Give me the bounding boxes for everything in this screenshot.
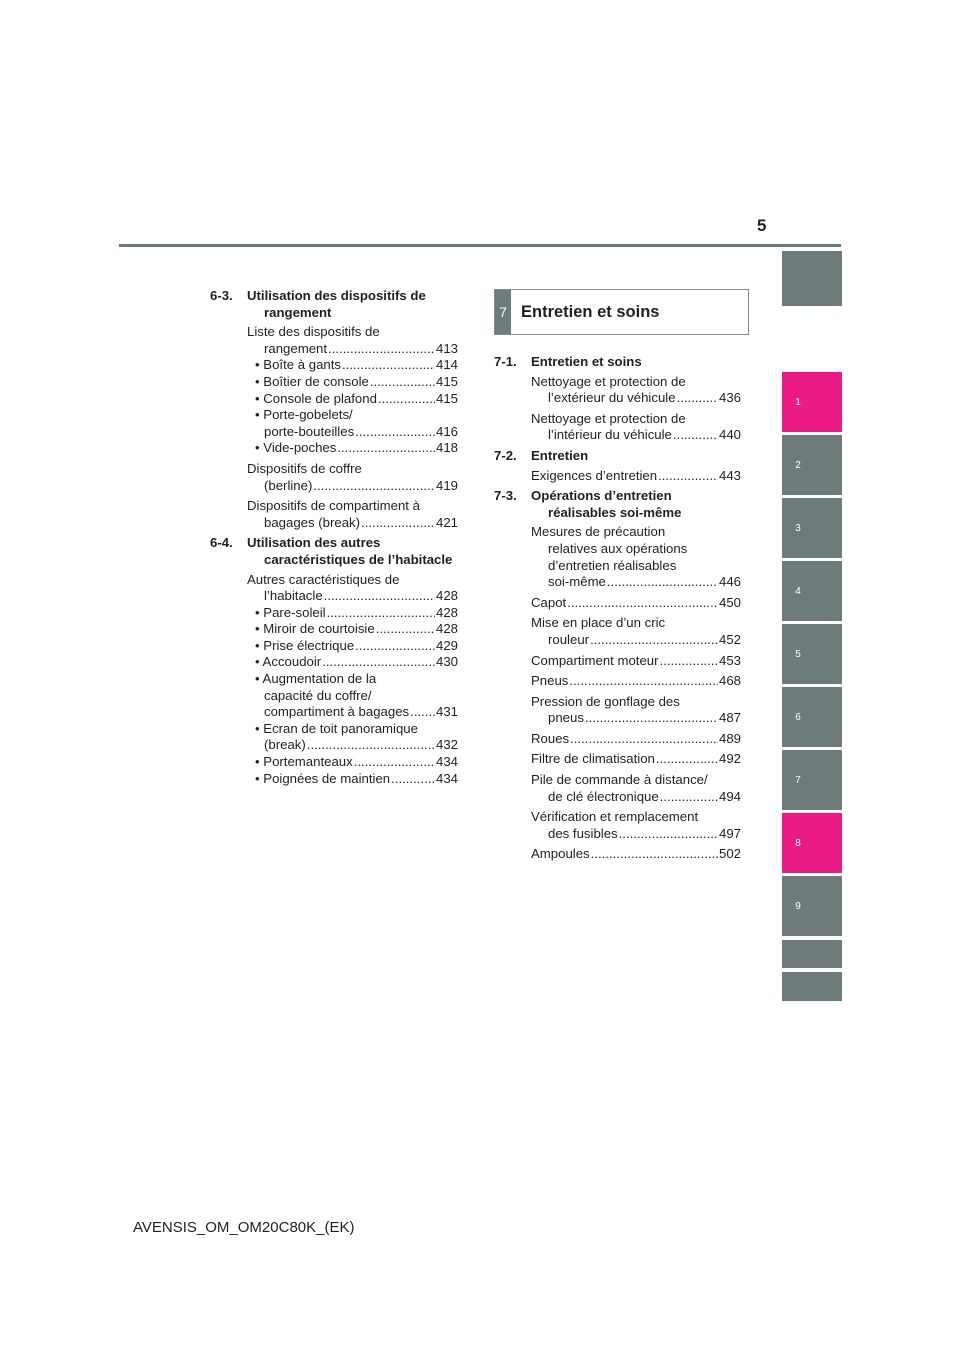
toc-sub-entry[interactable] xyxy=(210,605,458,622)
toc-entry[interactable] xyxy=(494,846,741,863)
entry-line xyxy=(531,751,741,768)
entry-line xyxy=(548,427,741,444)
page-ref[interactable]: 492 xyxy=(718,751,741,767)
entry-text: Exigences d’entretien xyxy=(531,467,658,483)
toc-right-column xyxy=(494,354,741,867)
entry-line xyxy=(255,374,458,391)
section-title[interactable]: Opérations d’entretien réalisables soi-même xyxy=(531,488,682,520)
section-heading xyxy=(210,535,458,568)
leader-dots xyxy=(619,826,718,843)
entry-text: Vérification et remplacement xyxy=(531,809,699,825)
entry-line xyxy=(264,341,458,358)
entry-text: • Poignées de maintien xyxy=(255,770,391,786)
chapter-tab-6[interactable] xyxy=(782,687,842,747)
toc-entry[interactable] xyxy=(210,572,458,605)
page-ref[interactable]: 428 xyxy=(435,621,458,637)
toc-entry[interactable] xyxy=(210,461,458,494)
entry-line xyxy=(531,731,741,748)
entry-line xyxy=(531,694,741,711)
entry-line xyxy=(264,588,458,605)
entry-text: l’habitacle xyxy=(264,588,323,604)
chapter-tab-blank[interactable] xyxy=(782,940,842,968)
toc-sub-entry[interactable] xyxy=(210,357,458,374)
page-ref[interactable]: 434 xyxy=(435,770,458,786)
toc-sub-entry[interactable] xyxy=(210,754,458,771)
entry-line xyxy=(531,809,741,826)
chapter-tab-5[interactable] xyxy=(782,624,842,684)
header-rule xyxy=(119,244,841,247)
entry-text: Autres caractéristiques de xyxy=(247,571,400,587)
section-number: 6-3. xyxy=(210,288,233,303)
page-ref[interactable]: 431 xyxy=(435,704,458,720)
toc-sub-entry[interactable] xyxy=(210,374,458,391)
entry-text: • Pare-soleil xyxy=(255,604,326,620)
page-ref[interactable]: 468 xyxy=(718,673,741,689)
page-ref[interactable]: 418 xyxy=(435,440,458,456)
entry-text: (berline) xyxy=(264,477,313,493)
entry-text: soi-même xyxy=(548,574,606,590)
page-number: 5 xyxy=(757,216,767,235)
toc-sub-entry[interactable] xyxy=(210,654,458,671)
section-title[interactable]: Entretien xyxy=(531,447,589,463)
entry-line xyxy=(255,605,458,622)
entry-text: Liste des dispositifs de xyxy=(247,324,380,340)
chapter-tab-number: 9 xyxy=(795,900,801,912)
entry-text: Dispositifs de compartiment à xyxy=(247,498,420,514)
leader-dots xyxy=(585,710,718,727)
leader-dots xyxy=(324,588,435,605)
leader-dots xyxy=(660,653,718,670)
entry-line xyxy=(255,357,458,374)
entry-line xyxy=(255,621,458,638)
page-ref[interactable]: 450 xyxy=(718,594,741,610)
page-ref[interactable]: 429 xyxy=(435,637,458,653)
toc-entry[interactable] xyxy=(210,324,458,357)
section-heading xyxy=(210,288,458,321)
entry-text: de clé électronique xyxy=(548,788,659,804)
leader-dots xyxy=(322,654,435,671)
entry-text: Roues xyxy=(531,730,570,746)
entry-text: l’intérieur du véhicule xyxy=(548,427,672,443)
page-ref[interactable]: 415 xyxy=(435,390,458,406)
entry-line xyxy=(255,771,458,788)
chapter-tab-number: 5 xyxy=(795,648,801,660)
entry-line xyxy=(264,515,458,532)
toc-entry[interactable] xyxy=(494,673,741,690)
section-title[interactable]: Entretien et soins xyxy=(531,354,642,369)
section-number: 7-1. xyxy=(494,354,517,369)
entry-text: bagages (break) xyxy=(264,514,361,530)
page-ref[interactable]: 497 xyxy=(718,825,741,841)
entry-text: • Ecran de toit panoramique xyxy=(255,720,418,736)
entry-line xyxy=(531,468,741,485)
entry-line xyxy=(255,721,458,738)
leader-dots xyxy=(590,632,718,649)
chapter-tab-number: 3 xyxy=(795,522,801,534)
leader-dots xyxy=(361,515,435,532)
chapter-tab-2[interactable] xyxy=(782,435,842,495)
entry-text: • Vide-poches xyxy=(255,440,337,456)
page-ref[interactable]: 415 xyxy=(435,373,458,389)
page-ref[interactable]: 494 xyxy=(718,788,741,804)
toc-entry[interactable] xyxy=(210,498,458,531)
entry-text: Nettoyage et protection de xyxy=(531,373,686,389)
leader-dots xyxy=(328,341,435,358)
toc-sub-entry[interactable] xyxy=(210,671,458,721)
entry-line xyxy=(255,440,458,457)
entry-line xyxy=(548,632,741,649)
entry-line xyxy=(247,498,458,515)
entry-text: relatives aux opérations xyxy=(548,540,688,556)
entry-text: Filtre de climatisation xyxy=(531,751,655,767)
leader-dots xyxy=(673,427,718,444)
toc-sub-entry[interactable] xyxy=(210,771,458,788)
entry-text: • Prise électrique xyxy=(255,637,355,653)
chapter-heading-box xyxy=(494,289,749,335)
leader-dots xyxy=(591,846,718,863)
entry-line xyxy=(531,595,741,612)
entry-text: • Porte-gobelets/ xyxy=(255,407,353,423)
chapter-tab-4[interactable] xyxy=(782,561,842,621)
section-number: 7-2. xyxy=(494,447,517,463)
section-title[interactable]: Utilisation des dispositifs de rangement xyxy=(247,288,426,320)
entry-text: • Accoudoir xyxy=(255,654,322,670)
entry-text: Pile de commande à distance/ xyxy=(531,772,708,788)
leader-dots xyxy=(660,789,718,806)
entry-line xyxy=(548,574,741,591)
entry-line xyxy=(548,390,741,407)
page-ref[interactable]: 443 xyxy=(718,467,741,483)
toc-entry[interactable] xyxy=(494,731,741,748)
section-number: 6-4. xyxy=(210,535,233,551)
page-ref[interactable]: 487 xyxy=(718,710,741,726)
entry-line xyxy=(255,638,458,655)
leader-dots xyxy=(354,754,435,771)
entry-line xyxy=(531,524,741,541)
section-heading xyxy=(494,488,741,521)
entry-line xyxy=(264,737,458,754)
entry-line xyxy=(548,558,741,575)
toc-sub-entry[interactable] xyxy=(210,721,458,754)
entry-line xyxy=(264,424,458,441)
leader-dots xyxy=(355,638,435,655)
entry-text: capacité du coffre/ xyxy=(264,687,372,703)
page-ref[interactable]: 419 xyxy=(435,477,458,493)
entry-text: l’extérieur du véhicule xyxy=(548,390,676,406)
page-ref[interactable]: 446 xyxy=(718,574,741,590)
entry-text: • Augmentation de la xyxy=(255,671,377,687)
toc-entry[interactable] xyxy=(494,524,741,590)
entry-line xyxy=(264,478,458,495)
entry-line xyxy=(255,407,458,424)
entry-text: Dispositifs de coffre xyxy=(247,460,362,476)
chapter-tab-8[interactable] xyxy=(782,813,842,873)
page-ref[interactable]: 452 xyxy=(718,631,741,647)
entry-text: • Boîtier de console xyxy=(255,373,369,389)
leader-dots xyxy=(355,424,435,441)
chapter-tab-blank[interactable] xyxy=(782,251,842,306)
entry-text: Compartiment moteur xyxy=(531,652,659,668)
sub-entries xyxy=(210,605,458,788)
page-ref[interactable]: 428 xyxy=(435,604,458,620)
leader-dots xyxy=(337,440,435,457)
page-ref[interactable]: 430 xyxy=(435,654,458,670)
chapter-tab-9[interactable] xyxy=(782,876,842,936)
entry-text: d’entretien réalisables xyxy=(548,557,677,573)
toc-entry[interactable] xyxy=(494,411,741,444)
leader-dots xyxy=(342,357,435,374)
entry-line xyxy=(531,615,741,632)
toc-entry[interactable] xyxy=(494,653,741,670)
entry-text: rouleur xyxy=(548,631,590,647)
chapter-title: Entretien et soins xyxy=(521,302,660,321)
entry-line xyxy=(247,324,458,341)
entry-text: (break) xyxy=(264,737,306,753)
entry-line xyxy=(548,826,741,843)
toc-entry[interactable] xyxy=(494,694,741,727)
chapter-tab-number: 1 xyxy=(795,396,801,408)
leader-dots xyxy=(569,673,718,690)
entry-line xyxy=(247,572,458,589)
chapter-tab-number: 7 xyxy=(795,774,801,786)
leader-dots xyxy=(370,374,435,391)
toc-sub-entry[interactable] xyxy=(210,440,458,457)
chapter-tab-3[interactable] xyxy=(782,498,842,558)
page-ref[interactable]: 440 xyxy=(718,427,741,443)
footer-code: AVENSIS_OM_OM20C80K_(EK) xyxy=(133,1219,355,1236)
page-ref[interactable]: 416 xyxy=(435,423,458,439)
leader-dots xyxy=(410,704,435,721)
entry-text: • Console de plafond xyxy=(255,390,377,406)
leader-dots xyxy=(327,605,435,622)
section-heading xyxy=(494,448,741,465)
leader-dots xyxy=(658,468,718,485)
toc-entry[interactable] xyxy=(494,772,741,805)
chapter-tab-7[interactable] xyxy=(782,750,842,810)
toc-left-column xyxy=(210,288,458,791)
entry-line xyxy=(548,789,741,806)
entry-line xyxy=(264,704,458,721)
page-ref[interactable]: 436 xyxy=(718,390,741,406)
entry-text: porte-bouteilles xyxy=(264,423,355,439)
leader-dots xyxy=(677,390,718,407)
toc-entry[interactable] xyxy=(494,751,741,768)
toc-entry[interactable] xyxy=(494,374,741,407)
toc-entry[interactable] xyxy=(494,809,741,842)
entry-line xyxy=(264,688,458,705)
leader-dots xyxy=(607,574,718,591)
entry-text: rangement xyxy=(264,340,328,356)
entry-line xyxy=(255,754,458,771)
entry-line xyxy=(531,846,741,863)
leader-dots xyxy=(656,751,718,768)
entry-text: Pression de gonflage des xyxy=(531,693,680,709)
entry-text: Mise en place d’un cric xyxy=(531,615,666,631)
toc-sub-entry[interactable] xyxy=(210,638,458,655)
entry-text: • Boîte à gants xyxy=(255,357,341,373)
chapter-tab-number: 8 xyxy=(795,837,801,849)
page-ref[interactable]: 432 xyxy=(435,737,458,753)
entry-line xyxy=(531,772,741,789)
page-ref[interactable]: 413 xyxy=(435,340,458,356)
chapter-tab-number: 4 xyxy=(795,585,801,597)
chapter-tab-1[interactable] xyxy=(782,372,842,432)
entry-text: Nettoyage et protection de xyxy=(531,410,686,426)
entry-line xyxy=(531,673,741,690)
page-ref[interactable]: 421 xyxy=(435,514,458,530)
entry-text: • Miroir de courtoisie xyxy=(255,621,375,637)
entry-text: des fusibles xyxy=(548,825,618,841)
section-heading xyxy=(494,354,741,371)
entry-text: • Portemanteaux xyxy=(255,754,353,770)
entry-text: Capot xyxy=(531,594,567,610)
entry-line xyxy=(548,710,741,727)
leader-dots xyxy=(570,731,718,748)
chapter-tab-number: 6 xyxy=(795,711,801,723)
chapter-tab-blank[interactable] xyxy=(782,972,842,1001)
toc-entry[interactable] xyxy=(494,615,741,648)
entry-line xyxy=(531,411,741,428)
toc-sub-entry[interactable] xyxy=(210,407,458,440)
toc-entry[interactable] xyxy=(494,595,741,612)
leader-dots xyxy=(391,771,435,788)
page-ref[interactable]: 428 xyxy=(435,588,458,604)
toc-entry[interactable] xyxy=(494,468,741,485)
section-title[interactable]: Utilisation des autres caractéristiques de l’habitacle xyxy=(247,535,453,567)
entry-text: Ampoules xyxy=(531,846,590,862)
section-number: 7-3. xyxy=(494,488,517,504)
leader-dots xyxy=(313,478,435,495)
chapter-tab-number: 2 xyxy=(795,459,801,471)
entry-line xyxy=(255,391,458,408)
entry-line xyxy=(548,541,741,558)
page-ref[interactable]: 489 xyxy=(718,730,741,746)
entry-text: pneus xyxy=(548,710,584,726)
entry-text: Mesures de précaution xyxy=(531,524,666,540)
entry-line xyxy=(531,653,741,670)
leader-dots xyxy=(567,595,718,612)
page-ref[interactable]: 434 xyxy=(435,754,458,770)
entry-text: Pneus xyxy=(531,673,569,689)
leader-dots xyxy=(378,391,435,408)
leader-dots xyxy=(307,737,435,754)
entry-line xyxy=(247,461,458,478)
page-ref[interactable]: 453 xyxy=(718,652,741,668)
toc-sub-entry[interactable] xyxy=(210,621,458,638)
chapter-number-badge: 7 xyxy=(495,290,511,334)
page-ref[interactable]: 502 xyxy=(718,846,741,862)
entry-line xyxy=(255,671,458,688)
entry-line xyxy=(531,374,741,391)
toc-sub-entry[interactable] xyxy=(210,391,458,408)
entry-text: compartiment à bagages xyxy=(264,704,410,720)
entry-line xyxy=(255,654,458,671)
sub-entries xyxy=(210,357,458,457)
page-ref[interactable]: 414 xyxy=(435,357,458,373)
leader-dots xyxy=(376,621,435,638)
